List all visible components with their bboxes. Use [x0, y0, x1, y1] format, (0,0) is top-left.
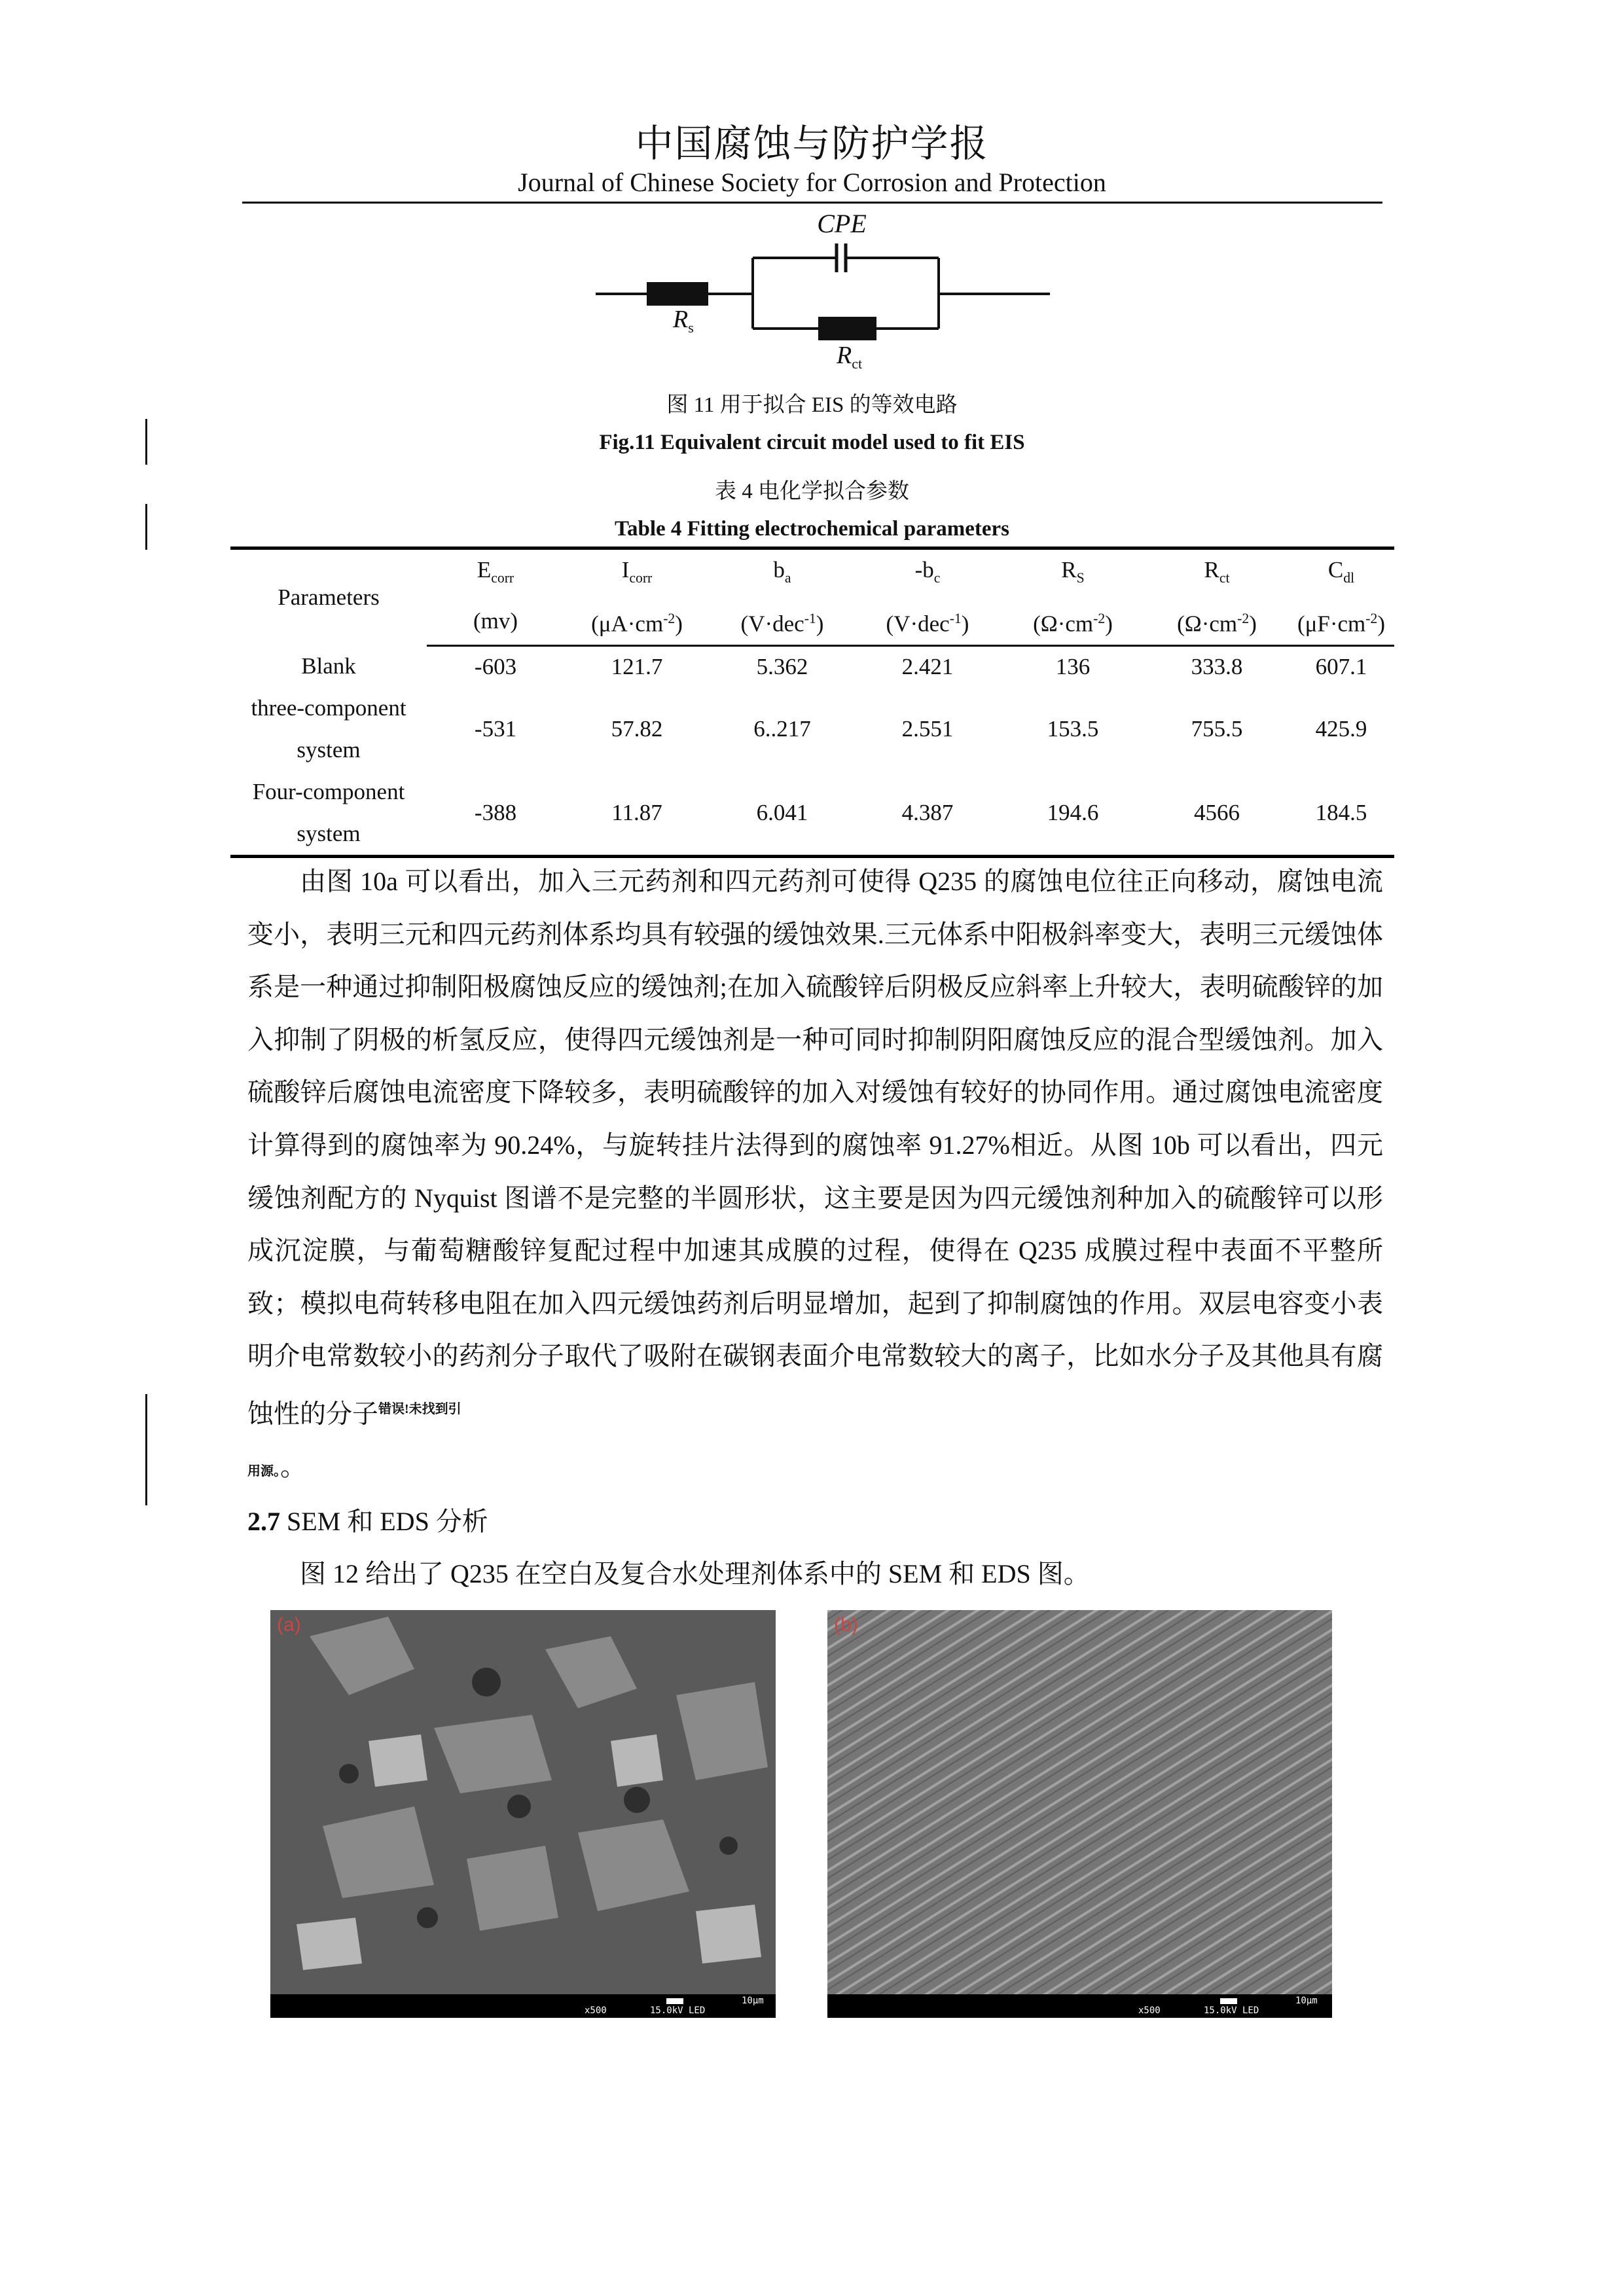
svg-text:CPE: [817, 209, 867, 238]
unit-rs: $(\Omega\cdot cm^{-2})$: [1000, 598, 1146, 645]
cell-rct: 755.5: [1191, 716, 1243, 742]
sem-info-bar: [827, 1994, 1332, 2018]
rs-label-sub: s: [688, 319, 694, 336]
revision-bar: [145, 504, 147, 550]
cell-cdl: 184.5: [1288, 771, 1394, 857]
header-rs: $R_S$: [1000, 548, 1146, 599]
cell-cdl: 607.1: [1315, 653, 1367, 679]
unit-ba: (V·dec$^{-1}$): [710, 598, 855, 645]
voltage: 15.0kV LED: [1204, 2005, 1259, 2016]
magnification: x500: [585, 2005, 607, 2016]
fitting-parameters-table: [230, 547, 1394, 858]
header-icorr: $I_{corr}$: [564, 548, 710, 599]
unit-rct: $(\Omega\cdot cm^{-2})$: [1146, 598, 1288, 645]
unit-ecorr: (mv): [427, 598, 564, 645]
row-param: Four-component system: [230, 771, 427, 857]
cell-icorr: 57.82: [611, 716, 663, 742]
table4-caption-en: Table 4 Fitting electrochemical parameters: [614, 517, 1009, 541]
cell-ba: 6.041: [710, 771, 855, 857]
row-param: Blank: [301, 653, 356, 679]
body-paragraph: [247, 855, 1383, 1498]
cell-rs: 136: [1055, 653, 1091, 679]
revision-bar: [145, 419, 147, 465]
cell-bc: 4.387: [855, 771, 1000, 857]
reference-error-marker: 错误!未找到引: [378, 1401, 461, 1416]
equivalent-circuit-diagram: [589, 206, 1060, 373]
cell-ba: 6..217: [753, 716, 811, 742]
table-row: [230, 771, 1394, 857]
cell-ecorr: -388: [427, 771, 564, 857]
rct-label-sub: ct: [852, 355, 863, 372]
header-rule: [242, 202, 1382, 204]
unit-cdl: $(\mu F\cdot cm^{-2})$: [1288, 598, 1394, 645]
header-ecorr: $E_{corr}$: [427, 548, 564, 599]
section-heading: [247, 1501, 488, 1538]
sem-image-a: [270, 1610, 776, 2018]
figure12-intro: 图 12 给出了 Q235 在空白及复合水处理剂体系中的 SEM 和 EDS 图。: [300, 1559, 1090, 1588]
figure11-caption-cn: 图 11 用于拟合 EIS 的等效电路: [666, 393, 958, 417]
scale-label: 10μm: [742, 1996, 764, 2006]
cell-rct: 4566: [1146, 771, 1288, 857]
cell-bc: 2.421: [901, 653, 954, 679]
header-parameters: Parameters: [230, 548, 427, 646]
header-rct: $R_{ct}$: [1146, 548, 1288, 599]
table4-caption-cn: 表 4 电化学拟合参数: [715, 480, 909, 503]
cell-cdl: 425.9: [1315, 716, 1367, 742]
panel-label-b: (b): [834, 1614, 858, 1636]
cell-bc: 2.551: [901, 716, 954, 742]
row-param: three-component system: [251, 695, 406, 763]
header-cdl: $C_{dl}$: [1288, 548, 1394, 599]
voltage: 15.0kV LED: [650, 2005, 706, 2016]
table-row: [230, 645, 1394, 687]
cpe-label: CPE: [817, 209, 867, 238]
header-bc: $-b_c$: [855, 548, 1000, 599]
rct-resistor: [820, 318, 875, 339]
sem-texture-smooth: [827, 1610, 1332, 1994]
sem-image-b: [827, 1610, 1332, 2018]
cell-ecorr: -603: [474, 653, 517, 679]
svg-text:Rct: [836, 342, 862, 372]
rs-resistor: [648, 283, 707, 304]
cell-icorr: 121.7: [611, 653, 663, 679]
table-row: [230, 687, 1394, 771]
unit-bc: (V·dec$^{-1}$): [855, 598, 1000, 645]
journal-title-cn: 中国腐蚀与防护学报: [635, 122, 989, 165]
cell-ecorr: -531: [474, 716, 517, 742]
scale-bar: [666, 1998, 683, 2004]
magnification: x500: [1138, 2005, 1161, 2016]
cell-rs: 194.6: [1000, 771, 1146, 857]
cell-rs: 153.5: [1047, 716, 1099, 742]
paragraph-text: 由图 10a 可以看出，加入三元药剂和四元药剂可使得 Q235 的腐蚀电位往正向移动，腐蚀电流变小，表明三元和四元药剂体系均具有较强的缓蚀效果.三元体系中阳极斜率变大，表明三元缓蚀体系是一种通过抑制阳极腐蚀反应的缓蚀剂;在加入硫酸锌后阴极反应斜率上升较大，表明硫酸锌的加入抑制了阴极的析氢反应，使得四元缓蚀剂是一种可同时抑制阴阳腐蚀反应的混合型缓蚀剂。加入硫酸锌后腐蚀电流密度下降较多，表明硫酸锌的加入对缓蚀有较好的协同作用。通过腐蚀电流密度计算得到的腐蚀率为 90.24%，与旋转挂片法得到的腐蚀率 91.27%相近。从图 10b 可以看出，四元缓蚀剂配方的 Nyquist 图谱不是完整的半圆形状，这主要是因为四元缓蚀剂种加入的硫酸锌可以形成沉淀膜，与葡萄糖酸锌复配过程中加速其成膜的过程，使得在 Q235 成膜过程中表面不平整所致；模拟电荷转移电阻在加入四元缓蚀药剂后明显增加，起到了抑制腐蚀的作用。双层电容变小表明介电常数较小的药剂分子取代了吸附在碳钢表面介电常数较大的离子，比如水分子及其他具有腐蚀性的分子: [247, 867, 1383, 1429]
reference-error-marker-cont: 用源。: [247, 1463, 280, 1479]
cell-icorr: 11.87: [564, 771, 710, 857]
journal-title-en: Journal of Chinese Society for Corrosion and Protection: [518, 168, 1106, 197]
panel-label-a: (a): [277, 1614, 301, 1636]
figure11-caption-en: Fig.11 Equivalent circuit model used to fit EIS: [599, 431, 1025, 454]
sem-info-bar: [270, 1994, 776, 2018]
sem-texture-rough: [270, 1610, 776, 1994]
revision-bar: [145, 1394, 147, 1505]
svg-text:Rs: [672, 306, 694, 336]
rs-label: R: [673, 306, 689, 333]
rct-label: R: [837, 342, 852, 369]
scale-label: 10μm: [1295, 1996, 1318, 2006]
cell-ba: 5.362: [756, 653, 808, 679]
scale-bar: [1220, 1998, 1237, 2004]
section-title: SEM 和 EDS 分析: [280, 1507, 488, 1536]
section-number: 2.7: [247, 1507, 280, 1536]
paragraph-period: 。: [280, 1451, 306, 1481]
unit-icorr: $(\mu A\cdot cm^{-2})$: [564, 598, 710, 645]
cell-rct: 333.8: [1191, 653, 1243, 679]
header-ba: $b_a$: [710, 548, 855, 599]
